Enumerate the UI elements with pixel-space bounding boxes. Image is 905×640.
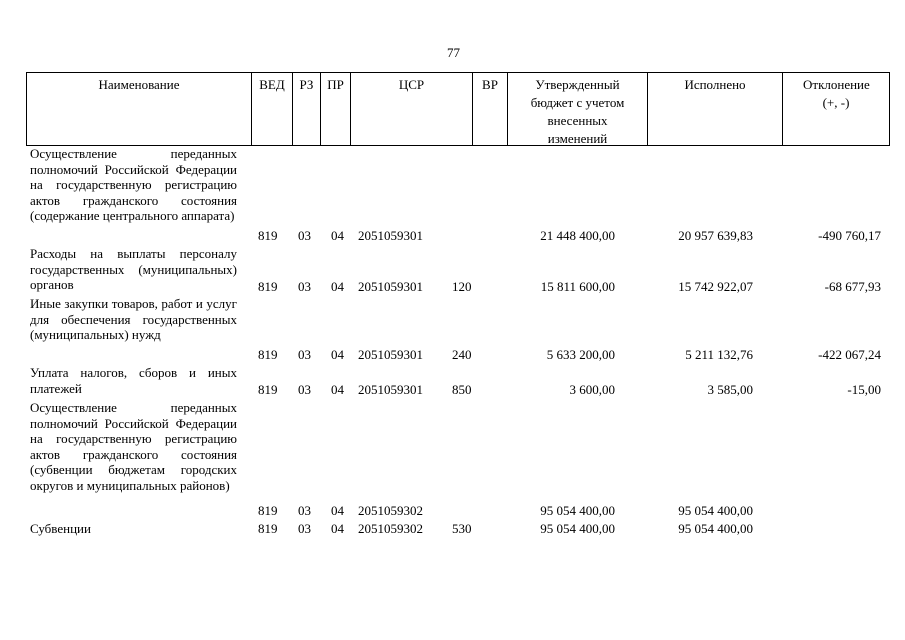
- header-pr: ПР: [320, 72, 350, 146]
- row-rz: 03: [298, 503, 311, 518]
- row-approved: 21 448 400,00: [540, 228, 615, 243]
- row-csr: 2051059302: [358, 521, 423, 536]
- row-executed: 20 957 639,83: [678, 228, 753, 243]
- row-vr: 850: [452, 382, 472, 397]
- row-ved: 819: [258, 382, 278, 397]
- row-executed: 5 211 132,76: [685, 347, 753, 362]
- row-executed: 15 742 922,07: [678, 279, 753, 294]
- row-executed: 95 054 400,00: [678, 521, 753, 536]
- row-rz: 03: [298, 521, 311, 536]
- row-deviation: -68 677,93: [824, 279, 881, 294]
- row-name: Осуществление переданных полномочий Российской Федерации на государственную регистрацию актов гражданского состояния (субвенции бюджетам городских округов и муниципальных районов): [30, 400, 237, 493]
- row-csr: 2051059301: [358, 279, 423, 294]
- header-deviation: Отклонение (+, -): [782, 72, 890, 146]
- row-rz: 03: [298, 228, 311, 243]
- row-csr: 2051059301: [358, 228, 423, 243]
- header-csr: ЦСР: [350, 72, 472, 146]
- row-name: Субвенции: [30, 521, 91, 536]
- row-name: Осуществление переданных полномочий Российской Федерации на государственную регистрацию актов гражданского состояния (содержание центрального аппарата): [30, 146, 237, 224]
- header-executed: Исполнено: [647, 72, 782, 146]
- row-rz: 03: [298, 279, 311, 294]
- row-ved: 819: [258, 347, 278, 362]
- row-deviation: -490 760,17: [818, 228, 881, 243]
- row-pr: 04: [331, 503, 344, 518]
- row-approved: 95 054 400,00: [540, 503, 615, 518]
- row-vr: 240: [452, 347, 472, 362]
- row-executed: 95 054 400,00: [678, 503, 753, 518]
- row-csr: 2051059301: [358, 347, 423, 362]
- row-name: Иные закупки товаров, работ и услуг для обеспечения государственных (муниципальных) нужд: [30, 296, 237, 343]
- table-header: [26, 72, 890, 146]
- row-approved: 95 054 400,00: [540, 521, 615, 536]
- row-ved: 819: [258, 279, 278, 294]
- row-approved: 15 811 600,00: [540, 279, 615, 294]
- row-rz: 03: [298, 382, 311, 397]
- row-vr: 120: [452, 279, 472, 294]
- row-deviation: -15,00: [847, 382, 881, 397]
- row-csr: 2051059301: [358, 382, 423, 397]
- row-ved: 819: [258, 521, 278, 536]
- row-pr: 04: [331, 382, 344, 397]
- header-rz: РЗ: [292, 72, 320, 146]
- row-vr: 530: [452, 521, 472, 536]
- row-pr: 04: [331, 279, 344, 294]
- row-pr: 04: [331, 521, 344, 536]
- row-csr: 2051059302: [358, 503, 423, 518]
- row-name: Расходы на выплаты персоналу государственных (муниципальных) органов: [30, 246, 237, 293]
- row-pr: 04: [331, 228, 344, 243]
- row-approved: 5 633 200,00: [546, 347, 615, 362]
- row-ved: 819: [258, 228, 278, 243]
- page-number: 77: [447, 45, 460, 60]
- row-approved: 3 600,00: [569, 382, 615, 397]
- header-approved: Утвержденный бюджет с учетом внесенных изменений: [507, 72, 647, 146]
- row-pr: 04: [331, 347, 344, 362]
- row-name: Уплата налогов, сборов и иных платежей: [30, 365, 237, 396]
- header-ved: ВЕД: [251, 72, 292, 146]
- row-rz: 03: [298, 347, 311, 362]
- row-executed: 3 585,00: [707, 382, 753, 397]
- header-vr: ВР: [472, 72, 507, 146]
- header-name: Наименование: [26, 72, 251, 146]
- row-ved: 819: [258, 503, 278, 518]
- row-deviation: -422 067,24: [818, 347, 881, 362]
